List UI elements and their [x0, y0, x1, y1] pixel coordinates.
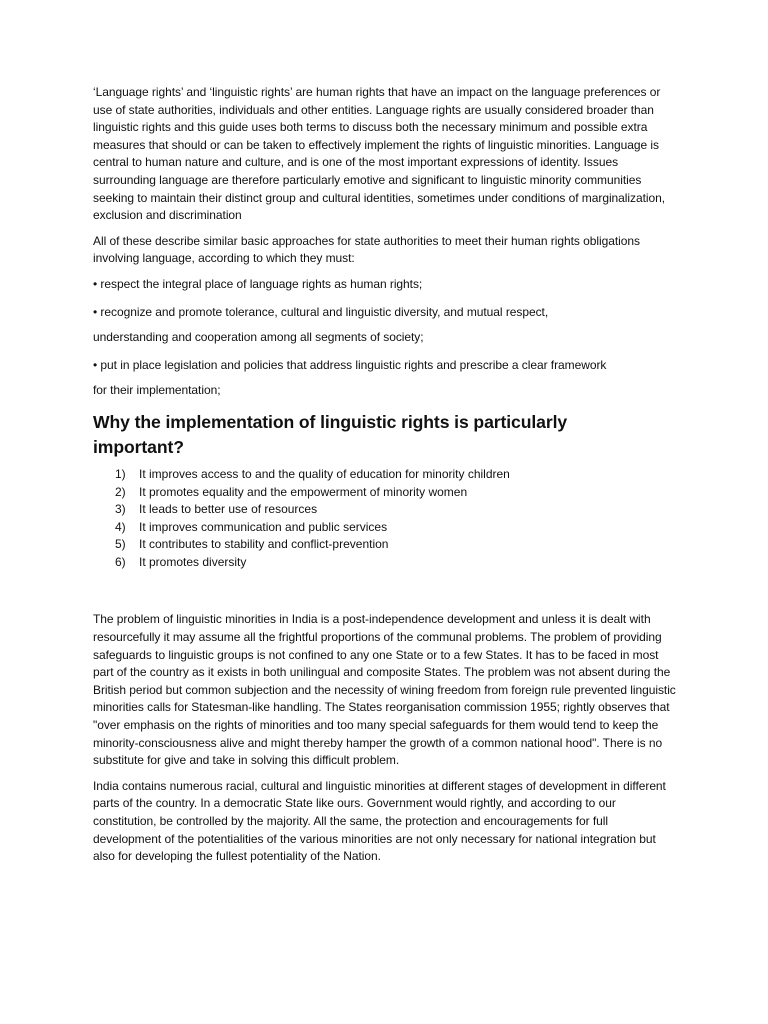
list-item-text: It contributes to stability and conflict-prevention [139, 537, 389, 552]
list-item-number: 3) [115, 502, 126, 517]
list-item-text: It promotes diversity [139, 554, 247, 569]
list-item [93, 519, 678, 537]
list-item-text: It improves communication and public services [139, 519, 388, 534]
document-body [93, 84, 678, 866]
list-item-text: It improves access to and the quality of education for minority children [139, 466, 510, 481]
bullet-item-legislation-line-2: for their implementation; [93, 383, 221, 398]
list-item-text: It promotes equality and the empowerment of minority women [139, 484, 468, 499]
list-item-number: 6) [115, 554, 126, 569]
list-item-number: 4) [115, 519, 126, 534]
bullet-item-recognize-line-2: understanding and cooperation among all segments of society; [93, 330, 424, 345]
section-heading: Why the implementation of linguistic rights is particularly important? [93, 411, 568, 457]
list-item [93, 554, 678, 572]
list-item [93, 536, 678, 554]
list-item-number: 1) [115, 466, 126, 481]
intro-paragraph: ‘Language rights’ and ‘linguistic rights’ are human rights that have an impact on the language preferences or use of state authorities, individuals and other entities. Language rights are usually considered broader than linguistic rights and this guide uses both terms to discuss both the necessary minimum and possible extra measures that should or can be taken to effectively implement the rights of linguistic minorities. Language is central to human nature and culture, and is one of the most important expressions of identity. Issues surrounding language are therefore particularly emotive and significant to linguistic minority communities seeking to maintain their distinct group and cultural identities, sometimes under conditions of marginalization, exclusion and discrimination [93, 85, 666, 223]
list-item-number: 5) [115, 537, 126, 552]
list-item [93, 501, 678, 519]
bullet-item-legislation-line-1: • put in place legislation and policies that address linguistic rights and prescribe a clear framework [93, 357, 607, 372]
bullet-item-recognize-line-1: • recognize and promote tolerance, cultural and linguistic diversity, and mutual respect, [93, 304, 549, 319]
democratic-state-paragraph: India contains numerous racial, cultural and linguistic minorities at different stages of development in different parts of the country. In a democratic State like ours. Government would rightly, and according to our constitution, be controlled by the majority. All the same, the protection and encouragements for full development of the potentialities of the various minorities are not only necessary for national integration but also for developing the fullest potentiality of the Nation. [93, 778, 666, 864]
list-item-number: 2) [115, 484, 126, 499]
reasons-list [93, 466, 678, 572]
approaches-paragraph: All of these describe similar basic approaches for state authorities to meet their human rights obligations involving language, according to which they must: [93, 233, 640, 266]
list-item [93, 466, 678, 484]
list-item [93, 484, 678, 502]
list-item-text: It leads to better use of resources [139, 502, 318, 517]
bullet-item-respect: • respect the integral place of language rights as human rights; [93, 276, 423, 291]
india-minorities-paragraph: The problem of linguistic minorities in India is a post-independence development and unless it is dealt with resourcefully it may assume all the frightful proportions of the communal problems. The problem of providing safeguards to linguistic groups is not confined to any one State or to a few States. It has to be faced in most part of the country as it exists in both unilingual and composite States. The problem was not absent during the British period but common subjection and the necessity of wining freedom from foreign rule prevented linguistic minorities calls for Statesman-like handling. The States reorganisation commission 1955; rightly observes that "over emphasis on the rights of minorities and too many special safeguards for them would tend to keep the minority-consciousness alive and might thereby hamper the growth of a common national hood". There is no substitute for give and take in solving this difficult problem. [93, 612, 676, 768]
